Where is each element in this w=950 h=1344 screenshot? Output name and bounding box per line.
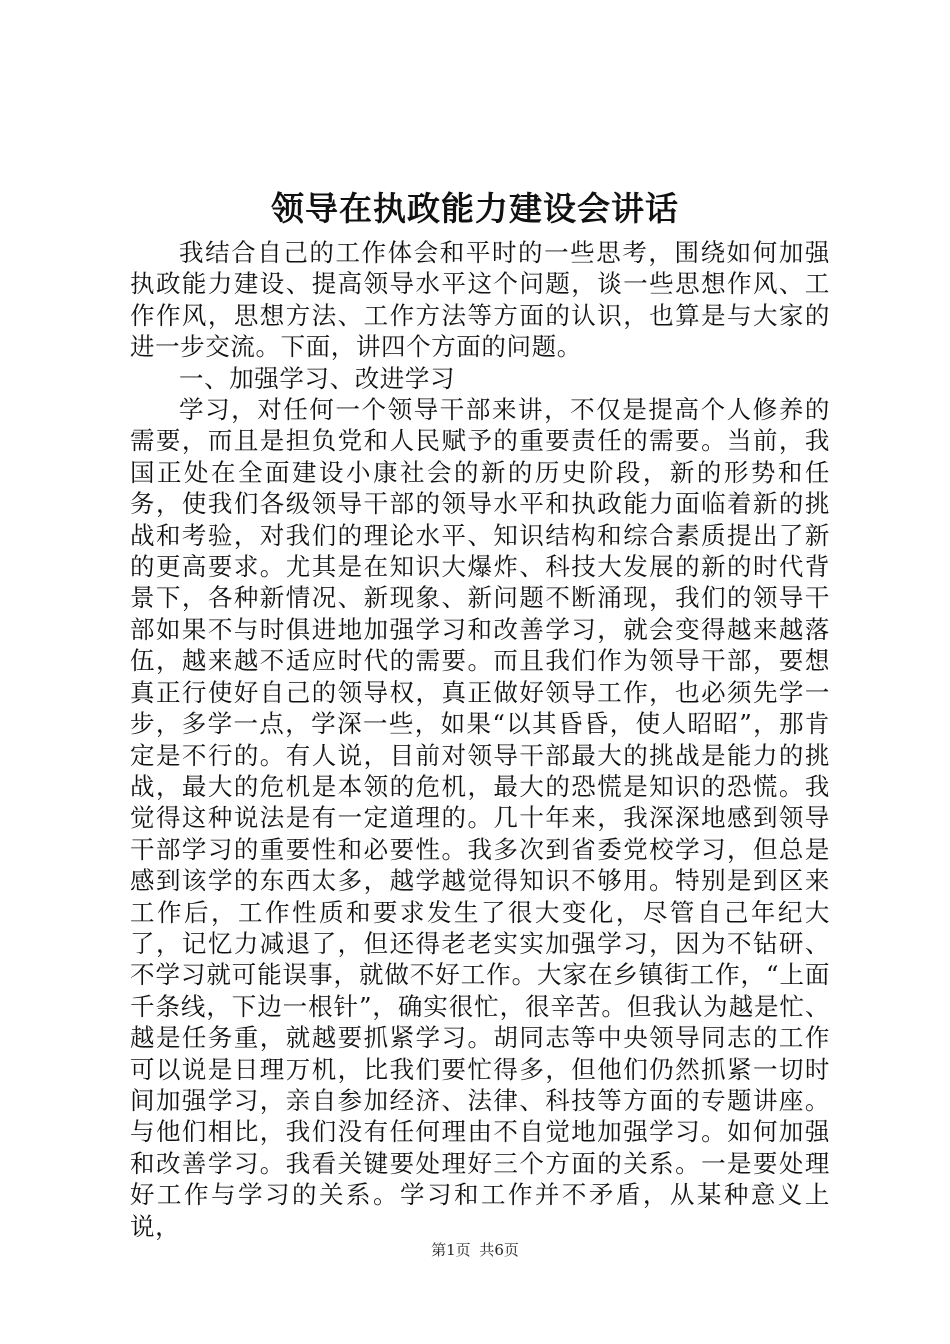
page-footer [0, 1240, 950, 1260]
intro-paragraph: 我结合自己的工作体会和平时的一些思考，围绕如何加强执政能力建设、提高领导水平这个问题，谈一些思想作风、工作作风，思想方法、工作方法等方面的认识，也算是与大家的进一步交流。下面，讲四个方面的问题。 [130, 238, 830, 362]
document-body [130, 237, 830, 1242]
body-paragraph: 学习，对任何一个领导干部来讲，不仅是提高个人修养的需要，而且是担负党和人民赋予的重要责任的需要。当前，我国正处在全面建设小康社会的新的历史阶段，新的形势和任务，使我们各级领导干部的领导水平和执政能力面临着新的挑战和考验，对我们的理论水平、知识结构和综合素质提出了新的更高要求。尤其是在知识大爆炸、科技大发展的新的时代背景下，各种新情况、新现象、新问题不断涌现，我们的领导干部如果不与时俱进地加强学习和改善学习，就会变得越来越落伍，越来越不适应时代的需要。而且我们作为领导干部，要想真正行使好自己的领导权，真正做好领导工作，也必须先学一步，多学一点，学深一些，如果“以其昏昏，使人昭昭”，那肯定是不行的。有人说，目前对领导干部最大的挑战是能力的挑战，最大的危机是本领的危机，最大的恐慌是知识的恐慌。我觉得这种说法是有一定道理的。几十年来，我深深地感到领导干部学习的重要性和必要性。我多次到省委党校学习，但总是感到该学的东西太多，越学越觉得知识不够用。特别是到区来工作后，工作性质和要求发生了很大变化，尽管自己年纪大了，记忆力减退了，但还得老老实实加强学习，因为不钻研、不学习就可能误事，就做不好工作。大家在乡镇街工作，“上面千条线，下边一根针”，确实很忙，很辛苦。但我认为越是忙、越是任务重，就越要抓紧学习。胡同志等中央领导同志的工作可以说是日理万机，比我们要忙得多，但他们仍然抓紧一切时间加强学习，亲自参加经济、法律、科技等方面的专题讲座。与他们相比，我们没有任何理由不自觉地加强学习。如何加强和改善学习。我看关键要处理好三个方面的关系。一是要处理好工作与学习的关系。学习和工作并不矛盾，从某种意义上说， [130, 395, 830, 1241]
page-number: 第1页 [431, 1241, 471, 1259]
page-total: 共6页 [479, 1241, 519, 1259]
document-title: 领导在执政能力建设会讲话 [271, 189, 679, 228]
section-heading: 一、加强学习、改进学习 [179, 363, 456, 393]
